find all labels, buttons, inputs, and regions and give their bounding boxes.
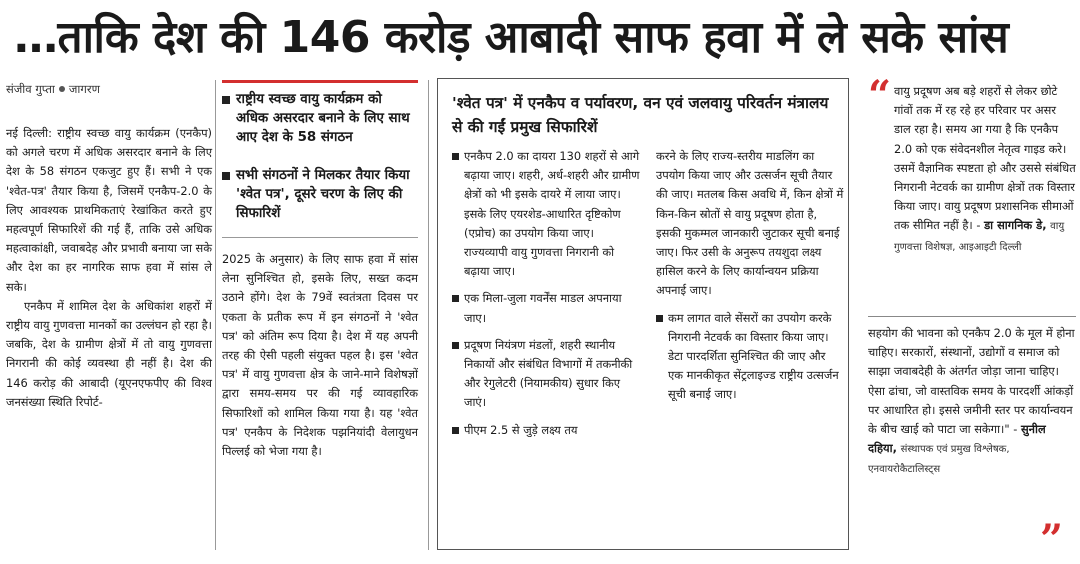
recommendation-item: कम लागत वाले सेंसरों का उपयोग करके निगरानी नेटवर्क का विस्तार किया जाए। डेटा पारदर्शिता सुनिश्चित की जाए और एक मानकीकृत सेंट्रलाइज्ड राष्ट्रीय उत्सर्जन सूची बनाई जाए। (656, 309, 844, 405)
quote-divider (868, 316, 1076, 317)
highlight-item: राष्ट्रीय स्वच्छ वायु कार्यक्रम को अधिक असरदार बनाने के लिए साथ आए देश के 58 संगठन (222, 90, 418, 147)
article-paragraph: नई दिल्ली: राष्ट्रीय स्वच्छ वायु कार्यक्रम (एनकैप) को अगले चरण में अधिक असरदार बनाने के लिए देश के 58 संगठन एकजुट हुए हैं। सभी ने एक 'श्वेत-पत्र' तैयार किया है, जिसमें एनकैप-2.0 के लिए आवश्यक प्राथमिकताएं रेखांकित करते हुए महत्वपूर्ण सिफारिशें की गई हैं, ताकि उसे अधिक महत्वाकांक्षी, जवाबदेह और प्रभावी बनाया जा सके और देश का हर नागरिक साफ हवा में सांस ले सके। (6, 126, 212, 294)
highlights-box (222, 80, 418, 238)
square-bullet-icon (452, 342, 459, 349)
panel-title: 'श्वेत पत्र' में एनकैप व पर्यावरण, वन एवं जलवायु परिवर्तन मंत्रालय से की गईं प्रमुख सिफारिशें (452, 94, 829, 136)
column-divider (215, 80, 216, 550)
highlights-bottom-rule (222, 237, 418, 238)
square-bullet-icon (452, 153, 459, 160)
recommendation-item: पीएम 2.5 से जुड़े लक्ष्य तय (452, 421, 640, 440)
recommendations-panel (437, 78, 849, 550)
quote-text: वायु प्रदूषण अब बड़े शहरों से लेकर छोटे गांवों तक में रह रहे हर परिवार पर असर डाल रहा है। समय आ गया है कि एनकैप 2.0 को एक संवेदनशील नेतृत्व गाइड करे। उसमें वैज्ञानिक स्पष्टता हो और उससे संबंधित निगरानी नेटवर्क का ग्रामीण क्षेत्रों तक विस्तार किया जाए। वायु प्रदूषण प्रशासनिक सीमाओं तक सीमित नहीं है। - (894, 84, 1076, 233)
quote-author: डा सागनिक डे, (984, 218, 1047, 233)
quote-text: सहयोग की भावना को एनकैप 2.0 के मूल में होना चाहिए। सरकारों, संस्थानों, उद्योगों व समाज को साझा जवाबदेही के अंतर्गत जोड़ा जाना चाहिए। ऐसा ढांचा, जो वास्तविक समय के पारदर्शी आंकड़ों पर आधारित हो। इससे जमीनी स्तर पर कार्यान्वयन के बीच खाई को पाटा जा सकेगा।" - (868, 326, 1075, 437)
highlight-item: सभी संगठनों ने मिलकर तैयार किया 'श्वेत पत्र', दूसरे चरण के लिए की सिफारिशें (222, 166, 418, 223)
recommendation-item: एक मिला-जुला गवर्नेंस माडल अपनाया जाए। (452, 289, 640, 327)
recommendation-continued: करने के लिए राज्य-स्तरीय माडलिंग का उपयोग किया जाए और उत्सर्जन सूची तैयार की जाए। मतलब किस अवधि में, किन क्षेत्रों में किन-किन स्रोतों से वायु प्रदूषण होता है, इसकी मुकम्मल जानकारी जुटाकर सूची बनाई जाए। फिर उसी के अनुरूप तयशुदा लक्ष्य हासिल करने के लिए कार्यान्वयन प्रक्रिया अपनाई जाए। (656, 149, 844, 298)
byline-source: जागरण (68, 82, 100, 96)
square-bullet-icon (452, 295, 459, 302)
column-divider (428, 80, 429, 550)
panel-column-1 (452, 147, 640, 448)
byline-author: संजीव गुप्ता (6, 82, 55, 96)
quote-open-icon: “ (868, 72, 892, 119)
highlights-top-rule (222, 80, 418, 83)
quote-author-role: वायु गुणवत्ता विशेषज्ञ, आइआइटी दिल्ली (894, 221, 1065, 253)
square-bullet-icon (452, 427, 459, 434)
article-paragraph: एनकैप में शामिल देश के अधिकांश शहरों में राष्ट्रीय वायु गुणवत्ता मानकों का उल्लंघन हो रहा है। जबकि, देश के ग्रामीण क्षेत्रों में तो वायु गुणवत्ता निगरानी की कोई व्यवस्था ही नहीं है। देश की 146 करोड़ की आबादी (यूएनएफपीए की विश्व जनसंख्या स्थिति रिपोर्ट- (6, 298, 212, 409)
quote-author-role: संस्थापक एवं प्रमुख विश्लेषक, एनवायरोकैटालिस्ट्स (868, 444, 1010, 476)
panel-column-2 (656, 147, 844, 413)
recommendation-item: प्रदूषण नियंत्रण मंडलों, शहरी स्थानीय निकायों और संबंधित विभागों में तकनीकी और रेगुलेटरी (नियामकीय) सुधार किए जाएं। (452, 336, 640, 413)
square-bullet-icon (222, 172, 230, 180)
square-bullet-icon (656, 315, 663, 322)
recommendation-item: एनकैप 2.0 का दायरा 130 शहरों से आगे बढ़ाया जाए। शहरी, अर्ध-शहरी और ग्रामीण क्षेत्रों को भी इसके दायरे में लाया जाए। इसके लिए एयरशेड-आधारित दृष्टिकोण (एप्रोच) का उपयोग किया जाए। राज्यव्यापी वायु गुणवत्ता निगरानी को बढ़ाया जाए। (452, 147, 640, 281)
square-bullet-icon (222, 96, 230, 104)
article-paragraph: 2025 के अनुसार) के लिए साफ हवा में सांस लेना सुनिश्चित हो, इसके लिए, सख्त कदम उठाने होंगे। देश के 79वें स्वतंत्रता दिवस पर एकता के प्रतीक रूप में इन संगठनों ने 'श्वेत पत्र' को अंतिम रूप दिया है। देश में यह अपनी तरह की ऐसी पहली संयुक्त पहल है। इस 'श्वेत पत्र' में वायु गुणवत्ता क्षेत्र के जाने-माने विशेषज्ञों द्वारा समय-समय पर की गई व्यावहारिक सिफारिशों को शामिल किया गया है। यह 'श्वेत पत्र' एनकैप के निदेशक पझनियांदी वेलायुधन पिल्लई को भेजा गया है। (222, 252, 418, 459)
byline-dot-icon (59, 86, 65, 92)
headline: …ताकि देश की 146 करोड़ आबादी साफ हवा में ले सके सांस (14, 12, 1009, 63)
expert-quote-2 (868, 324, 1076, 480)
article-column-2 (222, 250, 418, 461)
byline (6, 82, 100, 97)
quote-close-icon: ” (1040, 516, 1064, 563)
quote-author: सुनील दहिया, (868, 422, 1046, 456)
article-column-1 (6, 124, 212, 412)
expert-quote-1 (868, 82, 1076, 257)
